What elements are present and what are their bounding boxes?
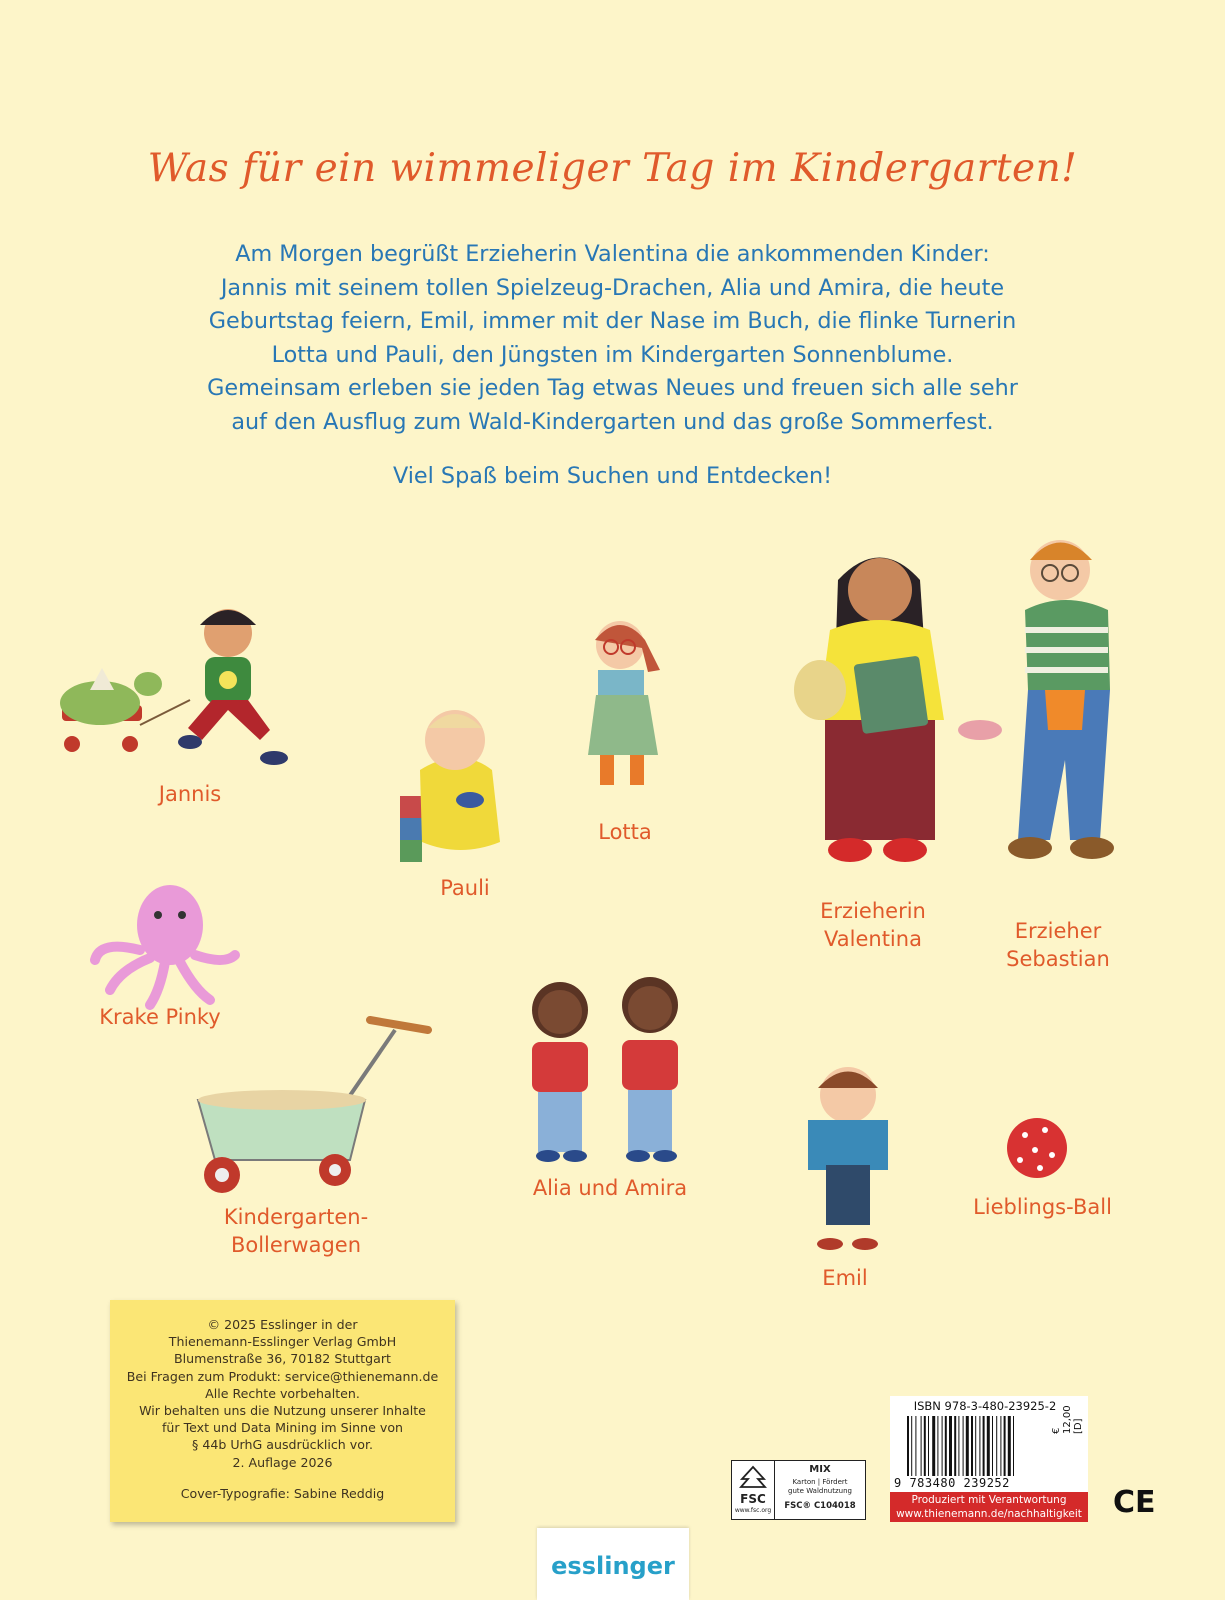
label-wagon-line2: Bollerwagen (230, 1233, 362, 1257)
fsc-tree-icon (738, 1465, 768, 1491)
intro-line: auf den Ausflug zum Wald-Kindergarten und das große Sommerfest. (231, 408, 994, 435)
barcode-bar (945, 1416, 947, 1476)
label-emil: Emil (822, 1266, 868, 1290)
fsc-desc-line: gute Waldnutzung (788, 1487, 852, 1495)
price-text: € 12,00 [D] (1051, 1405, 1084, 1434)
label-jannis: Jannis (158, 782, 222, 806)
intro-line: Lotta und Pauli, den Jüngsten im Kindergarten Sonnenblume. (271, 341, 954, 368)
wagon-illustration (198, 1020, 428, 1193)
label-wagon-line1: Kindergarten- (223, 1205, 369, 1229)
intro-line: Gemeinsam erleben sie jeden Tag etwas Neues und freuen sich alle sehr (207, 375, 1018, 401)
label-lotta: Lotta (598, 820, 652, 844)
twins-illustration (532, 977, 678, 1162)
fsc-brand: FSC (740, 1492, 766, 1506)
fsc-label (731, 1460, 866, 1520)
barcode-bar (911, 1416, 912, 1476)
ball-illustration (1007, 1118, 1067, 1178)
copyright-line: für Text und Data Mining im Sinne von (161, 1420, 404, 1436)
emil-illustration (808, 1067, 888, 1250)
pinky-illustration (95, 885, 235, 1005)
copyright-line: Thienemann-Esslinger Verlag GmbH (168, 1334, 397, 1350)
barcode-digits: 9 783480 239252 (894, 1476, 1010, 1490)
responsibility-band (890, 1492, 1088, 1522)
barcode-bar (1008, 1416, 1011, 1476)
barcode-bar (1013, 1416, 1014, 1476)
jannis-illustration (60, 609, 288, 765)
barcode-bar (937, 1416, 938, 1476)
barcode-bar (963, 1416, 964, 1476)
barcode-bar (949, 1416, 952, 1476)
barcode-bar (924, 1416, 926, 1476)
barcode-bar (921, 1416, 922, 1476)
barcode-bar (954, 1416, 956, 1476)
label-twins: Alia und Amira (532, 1176, 688, 1200)
label-valentina-name: Valentina (824, 927, 922, 951)
barcode-bar (983, 1416, 985, 1476)
barcode-bars (907, 1416, 1055, 1476)
copyright-line: Bei Fragen zum Produkt: service@thienemann.de (126, 1368, 439, 1384)
lotta-illustration (588, 621, 660, 785)
barcode-bar (975, 1416, 976, 1476)
barcode-bar (979, 1416, 980, 1476)
barcode-bar (907, 1416, 909, 1476)
barcode-bar (971, 1416, 973, 1476)
barcode-bar (1004, 1416, 1006, 1476)
publisher-logo-box (537, 1528, 689, 1600)
barcode-bar (942, 1416, 943, 1476)
barcode-bar (996, 1416, 997, 1476)
barcode-bar (958, 1416, 959, 1476)
pauli-illustration (400, 710, 500, 862)
label-ball: Lieblings-Ball (973, 1195, 1112, 1219)
intro-line: Am Morgen begrüßt Erzieherin Valentina die ankommenden Kinder: (235, 241, 990, 267)
fsc-site: www.fsc.org (734, 1507, 772, 1514)
label-valentina (793, 897, 953, 953)
label-wagon (215, 1203, 377, 1259)
barcode-bar (966, 1416, 969, 1476)
valentina-illustration (794, 558, 944, 863)
barcode-bar (915, 1416, 916, 1476)
fsc-desc-line: Karton | Fördert (792, 1478, 848, 1486)
fsc-divider (774, 1461, 775, 1519)
responsibility-line: Produziert mit Verantwortung (911, 1494, 1067, 1506)
copyright-line: § 44b UrhG ausdrücklich vor. (192, 1437, 373, 1453)
barcode-bar (928, 1416, 929, 1476)
publisher-logo: esslinger (551, 1552, 675, 1580)
fsc-desc (776, 1478, 864, 1496)
barcode-bar (932, 1416, 935, 1476)
sebastian-illustration (958, 540, 1114, 859)
fsc-mix: MIX (809, 1464, 831, 1475)
barcode-bar (987, 1416, 990, 1476)
copyright-line: © 2025 Esslinger in der (207, 1317, 358, 1332)
isbn-text: ISBN 978-3-480-23925-2 (913, 1399, 1057, 1413)
copyright-line: Alle Rechte vorbehalten. (205, 1385, 360, 1401)
intro-line: Geburtstag feiern, Emil, immer mit der Nase im Buch, die flinke Turnerin (208, 308, 1017, 334)
fsc-code: FSC® C104018 (784, 1501, 856, 1511)
label-sebastian (978, 917, 1138, 973)
copyright-line: Blumenstraße 36, 70182 Stuttgart (174, 1351, 391, 1367)
label-pinky: Krake Pinky (99, 1005, 221, 1029)
typography-credit: Cover-Typografie: Sabine Reddig (180, 1485, 385, 1501)
barcode-bar (992, 1416, 993, 1476)
ce-mark: CE (1113, 1485, 1156, 1520)
copyright-line: 2. Auflage 2026 (232, 1454, 333, 1470)
label-valentina-role: Erzieherin (820, 899, 926, 923)
responsibility-url: www.thienemann.de/nachhaltigkeit (896, 1508, 1082, 1520)
intro-line: Jannis mit seinem tollen Spielzeug-Drachen, Alia und Amira, die heute (220, 274, 1005, 301)
barcode-bar (1000, 1416, 1001, 1476)
copyright-line: Wir behalten uns die Nutzung unserer Inhalte (139, 1403, 426, 1419)
label-sebastian-name: Sebastian (1006, 947, 1110, 971)
intro-closing: Viel Spaß beim Suchen und Entdecken! (392, 463, 833, 489)
barcode-block (890, 1396, 1088, 1522)
label-sebastian-role: Erzieher (1014, 919, 1102, 943)
copyright-note (110, 1300, 455, 1522)
page-title: Was für ein wimmeliger Tag im Kindergarten! (147, 146, 1078, 191)
label-pauli: Pauli (440, 876, 490, 900)
